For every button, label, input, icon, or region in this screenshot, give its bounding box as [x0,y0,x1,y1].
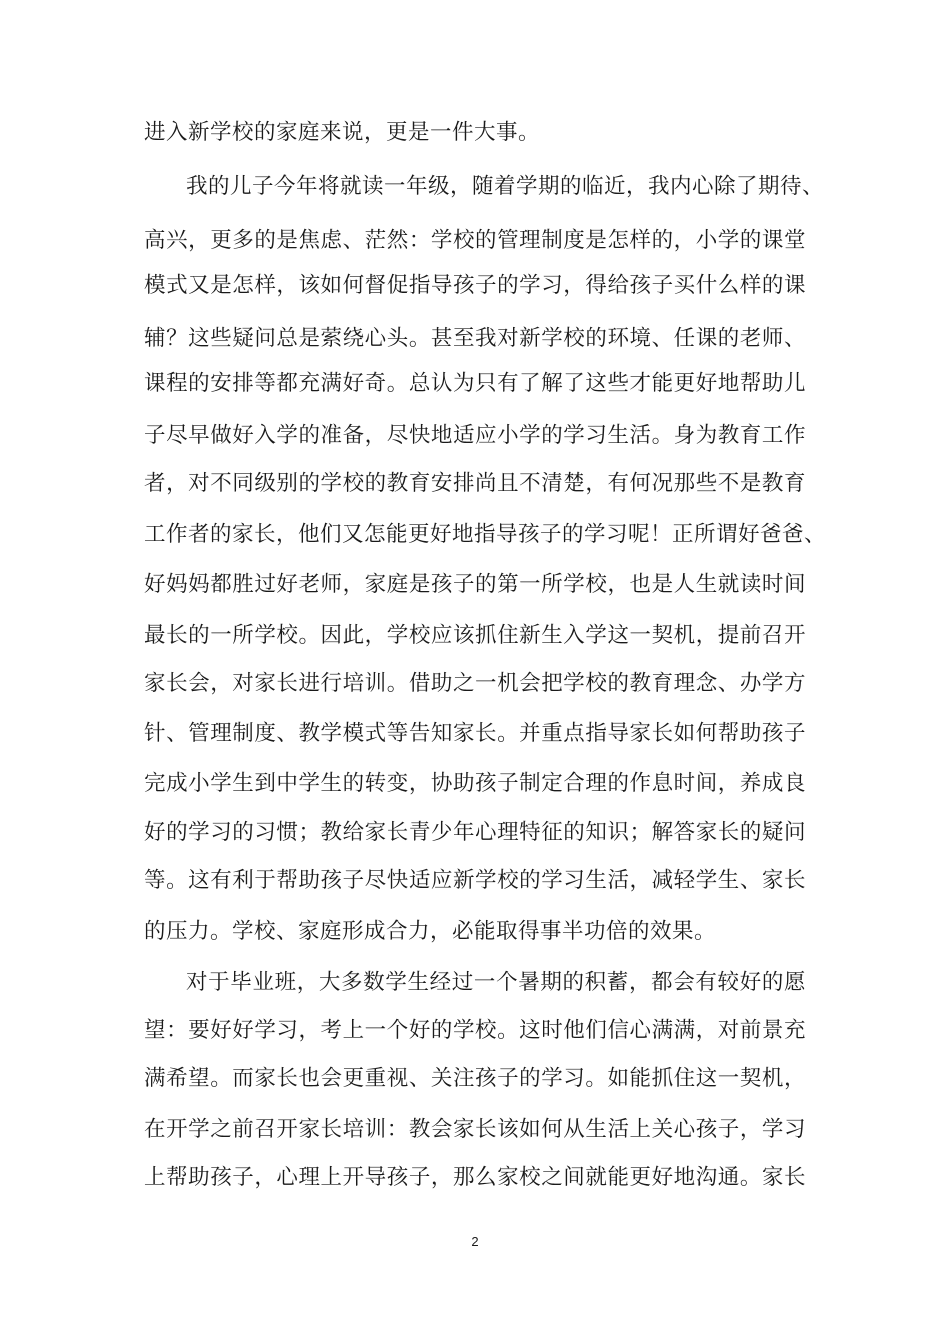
text-line: 等。这有利于帮助孩子尽快适应新学校的学习生活，减轻学生、家长 [144,868,806,893]
paragraph-start-line: 对于毕业班，大多数学生经过一个暑期的积蓄，都会有较好的愿 [186,970,806,995]
text-line: 望：要好好学习，考上一个好的学校。这时他们信心满满，对前景充 [144,1018,806,1043]
text-line: 高兴，更多的是焦虑、茫然：学校的管理制度是怎样的，小学的课堂 [144,228,806,253]
text-line: 辅？这些疑问总是萦绕心头。甚至我对新学校的环境、任课的老师、 [144,326,806,351]
text-line: 好的学习的习惯；教给家长青少年心理特征的知识；解答家长的疑问 [144,820,806,845]
text-line: 完成小学生到中学生的转变，协助孩子制定合理的作息时间，养成良 [144,771,806,796]
text-line: 进入新学校的家庭来说，更是一件大事。 [144,120,541,145]
text-line: 子尽早做好入学的准备，尽快地适应小学的学习生活。身为教育工作 [144,423,806,448]
paragraph-start-line: 我的儿子今年将就读一年级，随着学期的临近，我内心除了期待、 [186,174,825,199]
text-line: 课程的安排等都充满好奇。总认为只有了解了这些才能更好地帮助儿 [144,371,806,396]
text-line: 家长会，对家长进行培训。借助之一机会把学校的教育理念、办学方 [144,671,806,696]
text-line: 针、管理制度、教学模式等告知家长。并重点指导家长如何帮助孩子 [144,721,806,746]
text-line: 工作者的家长，他们又怎能更好地指导孩子的学习呢！正所谓好爸爸、 [144,522,827,547]
text-line: 最长的一所学校。因此，学校应该抓住新生入学这一契机，提前召开 [144,623,806,648]
text-line: 的压力。学校、家庭形成合力，必能取得事半功倍的效果。 [144,919,717,944]
text-line: 满希望。而家长也会更重视、关注孩子的学习。如能抓住这一契机， [144,1066,806,1091]
text-line: 上帮助孩子，心理上开导孩子，那么家校之间就能更好地沟通。家长 [144,1165,806,1190]
text-line: 在开学之前召开家长培训：教会家长该如何从生活上关心孩子，学习 [144,1117,806,1142]
text-line: 好妈妈都胜过好老师，家庭是孩子的第一所学校，也是人生就读时间 [144,572,806,597]
page-number: 2 [471,1234,479,1249]
text-line: 者，对不同级别的学校的教育安排尚且不清楚，有何况那些不是教育 [144,471,806,496]
text-line: 模式又是怎样，该如何督促指导孩子的学习，得给孩子买什么样的课 [144,273,806,298]
